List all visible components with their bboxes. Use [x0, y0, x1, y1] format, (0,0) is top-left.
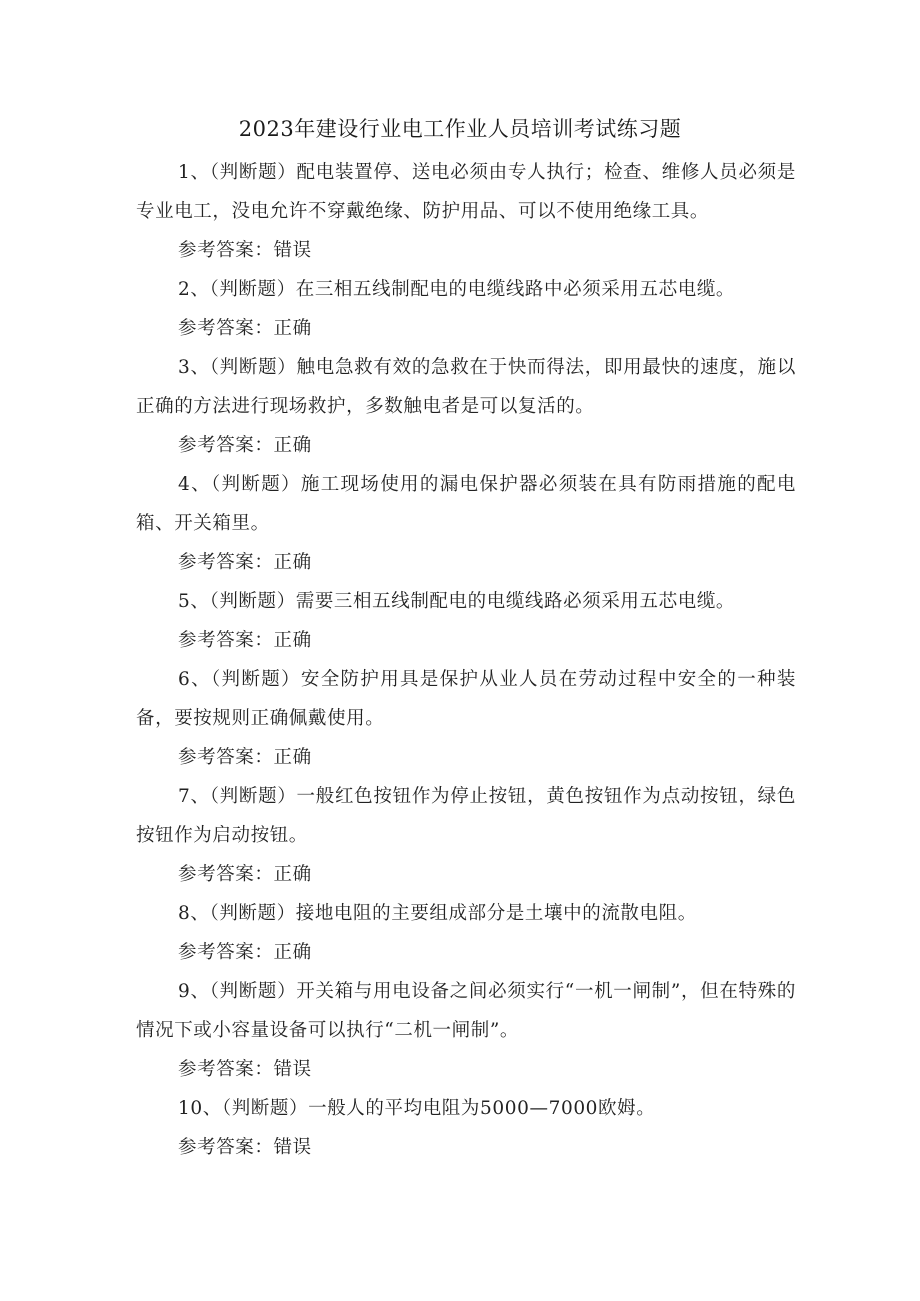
- answer-3: 参考答案：正确: [178, 435, 312, 456]
- answer-4: 参考答案：正确: [178, 552, 312, 573]
- answer-8: 参考答案：正确: [178, 942, 312, 963]
- answer-7: 参考答案：正确: [178, 864, 312, 885]
- question-6: 6、（判断题）安全防护用具是保护从业人员在劳动过程中安全的一种装备，要按规则正确佩戴使用。: [136, 669, 796, 729]
- question-7: 7、（判断题）一般红色按钮作为停止按钮，黄色按钮作为点动按钮，绿色按钮作为启动按钮。: [136, 786, 796, 846]
- answer-5: 参考答案：正确: [178, 630, 312, 651]
- question-5: 5、（判断题）需要三相五线制配电的电缆线路必须采用五芯电缆。: [178, 591, 736, 612]
- page-title: 2023年建设行业电工作业人员培训考试练习题: [238, 117, 682, 141]
- question-9: 9、（判断题）开关箱与用电设备之间必须实行“一机一闸制”，但在特殊的情况下或小容量设备可以执行“二机一闸制”。: [136, 981, 796, 1041]
- question-10: 10、（判断题）一般人的平均电阻为5000—7000欧姆。: [178, 1098, 656, 1119]
- answer-10: 参考答案：错误: [178, 1137, 312, 1158]
- answer-1: 参考答案：错误: [178, 240, 312, 261]
- question-list: [136, 153, 796, 1167]
- question-4: 4、（判断题）施工现场使用的漏电保护器必须装在具有防雨措施的配电箱、开关箱里。: [136, 474, 796, 534]
- answer-9: 参考答案：错误: [178, 1059, 312, 1080]
- question-8: 8、（判断题）接地电阻的主要组成部分是土壤中的流散电阻。: [178, 903, 697, 924]
- question-1: 1、（判断题）配电装置停、送电必须由专人执行；检查、维修人员必须是专业电工，没电允许不穿戴绝缘、防护用品、可以不使用绝缘工具。: [136, 162, 796, 222]
- question-3: 3、（判断题）触电急救有效的急救在于快而得法，即用最快的速度，施以正确的方法进行现场救护，多数触电者是可以复活的。: [136, 357, 796, 417]
- answer-6: 参考答案：正确: [178, 747, 312, 768]
- question-2: 2、（判断题）在三相五线制配电的电缆线路中必须采用五芯电缆。: [178, 279, 736, 300]
- answer-2: 参考答案：正确: [178, 318, 312, 339]
